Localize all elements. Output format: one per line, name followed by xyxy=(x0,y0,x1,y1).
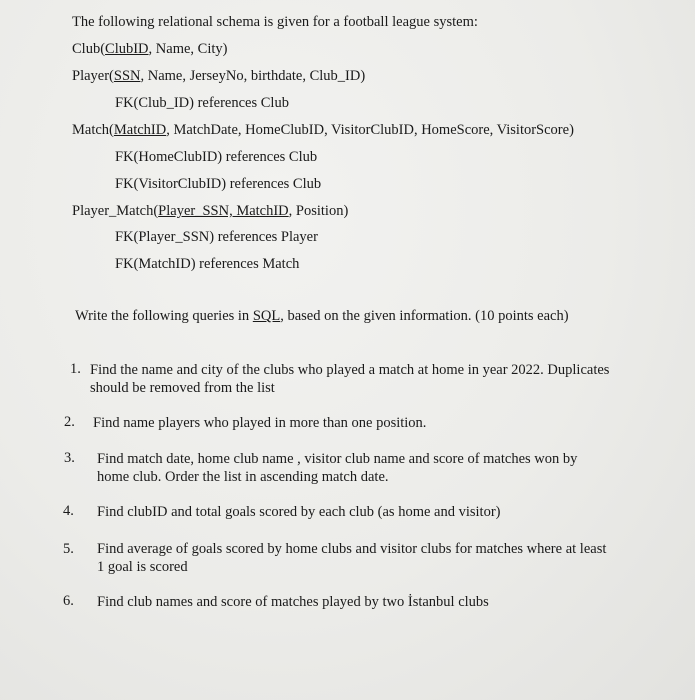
question-5-number: 5. xyxy=(63,541,74,557)
instruction-sql: SQL xyxy=(252,308,281,324)
schema-player-rest: , Name, JerseyNo, birthdate, Club_ID) xyxy=(140,68,366,84)
schema-player xyxy=(72,68,365,85)
schema-match-pk: MatchID xyxy=(113,122,167,138)
question-6-text: Find club names and score of matches played by two İstanbul clubs xyxy=(97,594,489,610)
question-6-number: 6. xyxy=(63,593,74,609)
schema-match xyxy=(72,122,574,139)
schema-match-fk-home: FK(HomeClubID) references Club xyxy=(115,149,318,165)
question-1-text: Find the name and city of the clubs who played a match at home in year 2022. Duplicates should be removed from the list xyxy=(90,362,610,396)
intro-text: The following relational schema is given for a football league system: xyxy=(72,14,478,30)
question-5-text: Find average of goals scored by home clubs and visitor clubs for matches where at least 1 goal is scored xyxy=(97,541,607,575)
instruction-text xyxy=(75,308,569,325)
question-2-text: Find name players who played in more than one position. xyxy=(93,415,427,431)
instruction-pre: Write the following queries in xyxy=(75,308,253,324)
instruction-post: , based on the given information. (10 points each) xyxy=(280,308,569,324)
schema-match-rest: , MatchDate, HomeClubID, VisitorClubID, HomeScore, VisitorScore) xyxy=(166,122,574,138)
question-4-number: 4. xyxy=(63,503,74,519)
schema-player-name: Player( xyxy=(72,68,114,84)
schema-club-name: Club( xyxy=(72,41,106,57)
schema-player-fk: FK(Club_ID) references Club xyxy=(115,95,289,111)
question-1-number: 1. xyxy=(70,361,81,377)
schema-club xyxy=(72,41,227,58)
schema-player-pk: SSN xyxy=(113,68,141,84)
question-2-number: 2. xyxy=(64,414,75,430)
question-4-text: Find clubID and total goals scored by each club (as home and visitor) xyxy=(97,504,501,520)
schema-pm-fk-match: FK(MatchID) references Match xyxy=(115,256,300,272)
question-3-number: 3. xyxy=(64,450,75,466)
schema-pm-rest: , Position) xyxy=(288,203,349,219)
schema-club-rest: , Name, City) xyxy=(148,41,228,57)
question-3-text: Find match date, home club name , visitor club name and score of matches won by home club. Order the list in ascending match date. xyxy=(97,451,578,485)
schema-pm-pk: Player_SSN, MatchID xyxy=(158,203,289,219)
schema-club-pk: ClubID xyxy=(105,41,149,57)
schema-match-name: Match( xyxy=(72,122,114,138)
schema-pm-fk-player: FK(Player_SSN) references Player xyxy=(115,229,318,245)
schema-match-fk-visitor: FK(VisitorClubID) references Club xyxy=(115,176,322,192)
schema-player-match xyxy=(72,203,348,220)
schema-pm-name: Player_Match( xyxy=(72,203,159,219)
